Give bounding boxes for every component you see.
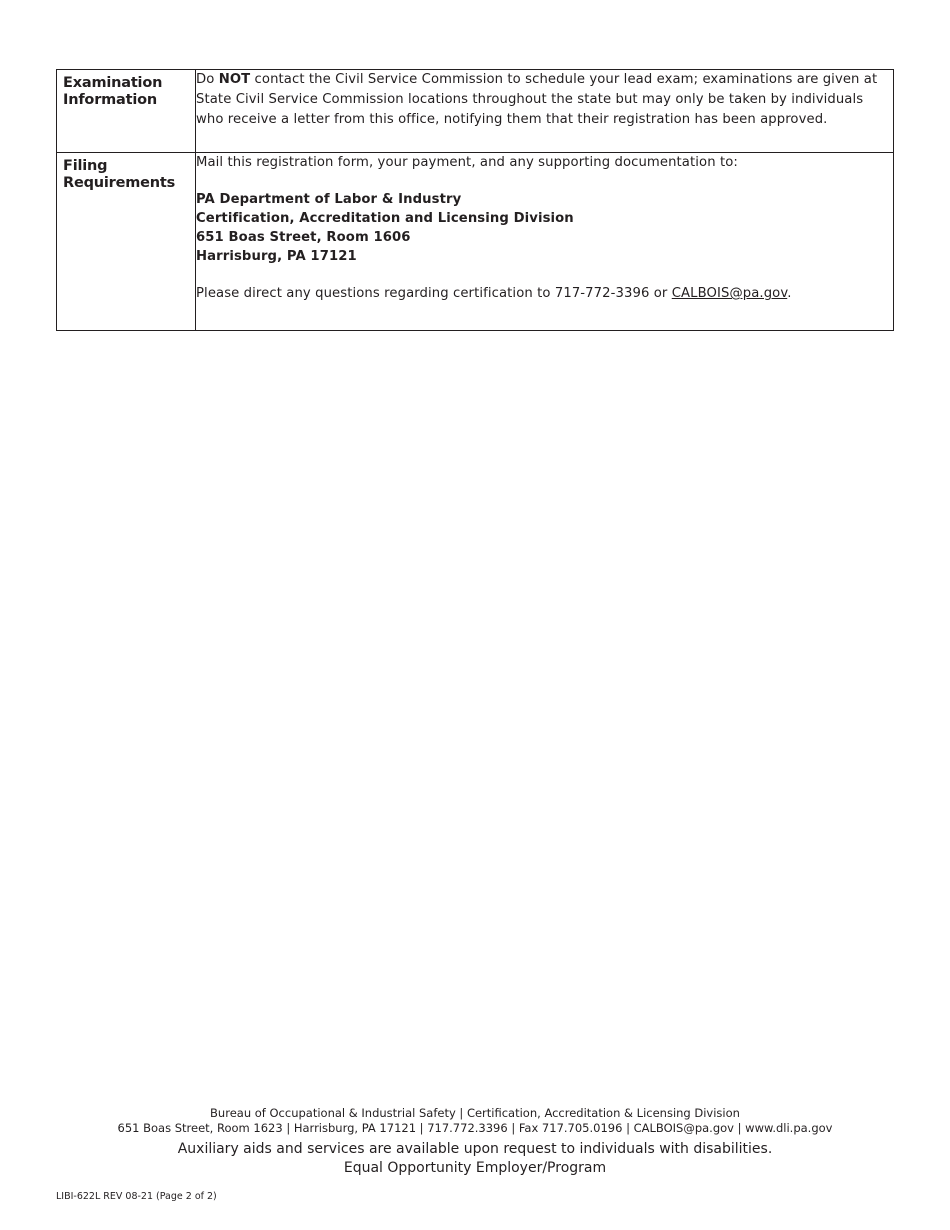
- examination-label-cell: [57, 70, 196, 153]
- questions-text: [196, 284, 893, 304]
- email-link[interactable]: CALBOIS@pa.gov: [671, 286, 788, 301]
- form-id: LIBI-622L REV 08-21 (Page 2 of 2): [56, 1191, 217, 1202]
- examination-text: [196, 70, 893, 130]
- examination-label: [57, 70, 195, 109]
- questions-prefix: Please direct any questions regarding certification to 717-772-3396 or: [196, 286, 672, 301]
- filing-label: [57, 153, 195, 192]
- address-line-1: PA Department of Labor & Industry: [196, 192, 462, 207]
- examination-label-line2: Information: [63, 92, 158, 108]
- filing-intro: Mail this registration form, your payment, and any supporting documentation to:: [196, 155, 738, 170]
- info-table: [56, 69, 894, 331]
- filing-label-cell: [57, 153, 196, 331]
- footer-equal-opportunity: Equal Opportunity Employer/Program: [343, 1160, 607, 1176]
- filing-content-cell: [196, 153, 894, 331]
- questions-suffix: .: [787, 286, 792, 301]
- examination-text-suffix: contact the Civil Service Commission to schedule your lead exam; examinations are given at State Civil Service Commission locations throughout the state but may only be taken by individuals who receive a letter from this office, notifying them that their registration has been approved.: [196, 72, 878, 127]
- examination-content-cell: [196, 70, 894, 153]
- table-row-filing: [57, 153, 894, 331]
- filing-label-line2: Requirements: [63, 175, 176, 191]
- examination-text-bold: NOT: [218, 72, 251, 87]
- mailing-address: [196, 190, 893, 266]
- address-line-3: 651 Boas Street, Room 1606: [196, 230, 411, 245]
- table-row-examination: [57, 70, 894, 153]
- address-line-2: Certification, Accreditation and Licensing Division: [196, 211, 574, 226]
- address-line-4: Harrisburg, PA 17121: [196, 249, 357, 264]
- footer-accessibility: Auxiliary aids and services are available upon request to individuals with disabilities.: [177, 1141, 773, 1157]
- footer-contact: 651 Boas Street, Room 1623 | Harrisburg, PA 17121 | 717.772.3396 | Fax 717.705.0196 | CALBOIS@pa.gov | www.dli.pa.gov: [117, 1121, 833, 1135]
- examination-label-line1: Examination: [63, 75, 163, 91]
- filing-label-line1: Filing: [63, 158, 108, 174]
- examination-text-prefix: Do: [196, 72, 219, 87]
- footer-bureau: Bureau of Occupational & Industrial Safety | Certification, Accreditation & Licensing Division: [210, 1106, 740, 1120]
